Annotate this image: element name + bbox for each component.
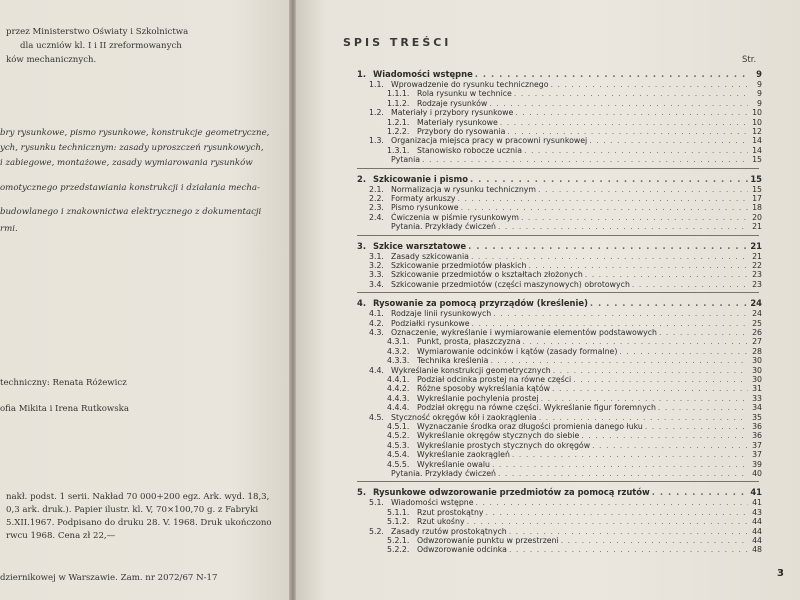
toc-entry[interactable]: [369, 252, 762, 261]
dot-leader: [537, 413, 748, 422]
toc-entry-page: 12: [752, 127, 762, 136]
toc-entry-page: 9: [757, 89, 762, 99]
toc-entry-title: Podział odcinka prostej na równe części: [417, 375, 572, 384]
toc-entry[interactable]: [369, 413, 762, 422]
toc-entry-number: 4.1.: [369, 309, 384, 319]
toc-entry-page: 10: [752, 108, 762, 118]
dot-leader: [650, 487, 748, 497]
toc-entry-title: Oznaczenie, wykreślanie i wymiarowanie elementów podstawowych: [391, 328, 657, 337]
toc-entry-title: Rysunkowe odwzorowanie przedmiotów za pomocą rzutów: [373, 487, 650, 498]
toc-entry[interactable]: [387, 99, 762, 108]
toc-entry-title: Różne sposoby wykreślania kątów: [417, 384, 551, 394]
left-page-line: dziernikowej w Warszawie. Zam. nr 2072/67 N-17: [0, 573, 218, 583]
dot-leader: [513, 108, 748, 117]
toc-entry-number: 1.1.: [369, 80, 384, 89]
toc-entry[interactable]: [387, 422, 762, 431]
toc-entry-title: Wykreślanie konstrukcji geometrycznych: [391, 365, 551, 375]
toc-entry-title: Organizacja miejsca pracy w pracowni rysunkowej: [391, 136, 588, 146]
dot-leader: [588, 298, 748, 308]
toc-entry-page: 36: [752, 431, 762, 441]
dot-leader: [549, 80, 748, 89]
toc-entry[interactable]: [387, 450, 762, 459]
toc-entry[interactable]: [369, 270, 762, 279]
toc-entry-number: 2.4.: [369, 212, 384, 222]
dot-leader: [510, 450, 748, 459]
toc-entry-number: 3.2.: [369, 261, 384, 270]
toc-entry[interactable]: [369, 366, 762, 375]
toc-entry-page: 14: [752, 145, 762, 155]
section-divider: [357, 481, 759, 482]
dot-leader: [465, 517, 748, 526]
toc-entry-title: Normalizacja w rysunku technicznym: [391, 184, 536, 194]
left-page-line: rwcu 1968. Cena zł 22,—: [6, 531, 116, 541]
left-page-line: rmi.: [0, 224, 18, 234]
left-page-line: 0,3 ark. druk.). Papier ilustr. kl. V, 70×100,70 g. z Fabryki: [6, 505, 259, 515]
toc-entry[interactable]: [387, 441, 762, 450]
toc-entry-title: Rzut prostokątny: [417, 507, 484, 517]
toc-entry-page: 41: [752, 498, 762, 508]
toc-entry[interactable]: [369, 319, 762, 328]
left-page-line: przez Ministerstwo Oświaty i Szkolnictwa: [6, 27, 189, 37]
toc-entry-title: Rodzaje rysunków: [417, 98, 488, 108]
toc-entry[interactable]: [387, 508, 762, 517]
toc-entry-number: 1.2.: [369, 108, 384, 118]
toc-entry-page: 39: [752, 459, 762, 469]
dot-leader: [498, 118, 748, 127]
toc-entry-page: 17: [752, 194, 762, 203]
toc-entry-title: Szkicowanie przedmiotów (części maszynowych) obrotowych: [391, 279, 630, 289]
toc-entry-page: 26: [752, 328, 762, 337]
dot-leader: [474, 498, 748, 507]
toc-entry-number: 3.4.: [369, 279, 384, 289]
dot-leader: [559, 536, 748, 545]
toc-entry[interactable]: [369, 469, 762, 478]
toc-entry-number: 3.1.: [369, 251, 384, 261]
toc-entry-page: 28: [752, 346, 762, 356]
toc-entry-title: Wykreślanie pochylenia prostej: [417, 393, 539, 403]
toc-entry-page: 20: [752, 212, 762, 222]
dot-leader: [590, 441, 748, 450]
toc-entry[interactable]: [387, 356, 762, 365]
toc-entry-title: Wykreślanie okręgów stycznych do siebie: [417, 431, 580, 441]
toc-entry[interactable]: [387, 146, 762, 155]
toc-entry-number: 4.5.5.: [387, 459, 410, 469]
toc-entry-page: 44: [752, 517, 762, 527]
toc-entry[interactable]: [369, 328, 762, 337]
toc-entry-title: Punkt, prosta, płaszczyzna: [417, 337, 521, 347]
dot-leader: [536, 185, 748, 194]
section-divider: [357, 292, 759, 293]
dot-leader: [657, 328, 748, 337]
left-page-line: techniczny: Renata Różewicz: [0, 378, 127, 388]
dot-leader: [466, 241, 748, 251]
toc-entry[interactable]: [369, 185, 762, 194]
toc-entry-number: 4.2.: [369, 318, 384, 328]
left-page-line: ków mechanicznych.: [6, 55, 97, 65]
toc-entry-page: 24: [752, 309, 762, 319]
dot-leader: [526, 261, 748, 270]
toc-entry-number: 1.3.1.: [387, 145, 410, 155]
toc-entry-title: Wprowadzenie do rysunku technicznego: [391, 80, 549, 89]
toc-entry-title: Pytania. Przykłady ćwiczeń: [391, 469, 496, 478]
dot-leader: [456, 194, 748, 203]
toc-entry-title: Zasady szkicowania: [391, 251, 469, 261]
toc-entry-title: Szkicowanie i pismo: [373, 173, 468, 184]
toc-entry-number: 5.: [357, 487, 367, 498]
toc-entry-title: Odwzorowanie punktu w przestrzeni: [417, 536, 559, 545]
dot-leader: [491, 309, 748, 318]
toc-entry-number: 4.3.1.: [387, 337, 410, 347]
toc-entry-title: Zasady rzutów prostokątnych: [391, 526, 507, 536]
toc-chapter[interactable]: [357, 241, 762, 250]
dot-leader: [470, 319, 748, 328]
toc-entry-number: 3.3.: [369, 270, 384, 280]
left-page-line: nakł. podst. 1 serii. Nakład 70 000+200 egz. Ark. wyd. 18,3,: [6, 492, 270, 502]
toc-entry-page: 23: [752, 270, 762, 280]
toc-entry-number: 4.5.1.: [387, 422, 410, 431]
toc-entry-page: 44: [752, 526, 762, 536]
toc-entry-title: Formaty arkuszy: [391, 194, 456, 203]
toc-entry-title: Szkice warsztatowe: [373, 240, 467, 251]
toc-entry-page: 35: [752, 412, 762, 422]
toc-entry[interactable]: [387, 460, 762, 469]
toc-entry-title: Wymiarowanie odcinków i kątów (zasady formalne): [417, 346, 618, 356]
toc-entry-number: 1.1.1.: [387, 89, 410, 99]
toc-entry-page: 33: [752, 393, 762, 403]
toc-title: SPIS TREŚCI: [343, 36, 452, 49]
toc-entry-page: 43: [752, 507, 762, 517]
dot-leader: [521, 337, 749, 346]
toc-entry-title: Podział okręgu na równe części. Wykreślanie figur foremnych: [417, 403, 656, 413]
toc-entry[interactable]: [387, 517, 762, 526]
dot-leader: [468, 174, 748, 184]
toc-entry-number: 2.: [357, 173, 367, 184]
left-page-line: omotycznego przedstawiania konstrukcji i działania mecha-: [0, 183, 260, 193]
toc-entry-title: Wykreślanie zaokrągleń: [417, 450, 510, 460]
toc-entry-title: Styczność okręgów kół i zaokrąglenia: [391, 412, 537, 422]
section-divider: [357, 168, 759, 169]
toc-entry[interactable]: [369, 194, 762, 203]
toc-entry-number: 1.2.1.: [387, 117, 410, 127]
toc-entry[interactable]: [387, 536, 762, 545]
toc-entry[interactable]: [387, 89, 762, 98]
toc-entry[interactable]: [369, 213, 762, 222]
toc-entry-number: 5.2.: [369, 526, 384, 536]
toc-entry-number: 2.3.: [369, 203, 384, 213]
dot-leader: [473, 69, 748, 79]
left-page-line: bry rysunkowe, pismo rysunkowe, konstrukcje geometryczne,: [0, 128, 270, 138]
left-page-line: dla uczniów kl. I i II zreformowanych: [20, 41, 182, 51]
toc-entry-page: 15: [752, 184, 762, 194]
toc-entry-number: 4.5.2.: [387, 431, 410, 441]
toc-entry-title: Wykreślanie prostych stycznych do okręgów: [417, 440, 591, 450]
toc-entry[interactable]: [369, 222, 762, 231]
toc-entry-title: Szkicowanie przedmiotów płaskich: [391, 261, 527, 270]
left-page-line: i zabiegowe, montażowe, zasady wymiarowania rysunków: [0, 158, 253, 168]
toc-entry-page: 25: [752, 318, 762, 328]
dot-leader: [496, 222, 748, 231]
toc-entry-number: 4.3.3.: [387, 356, 410, 366]
dot-leader: [469, 252, 748, 261]
toc-entry-title: Wiadomości wstępne: [391, 498, 474, 508]
toc-entry-title: Rola rysunku w technice: [417, 89, 512, 99]
left-page-line: ofia Mikita i Irena Rutkowska: [0, 404, 129, 414]
toc-entry[interactable]: [387, 384, 762, 393]
toc-entry[interactable]: [369, 203, 762, 212]
toc-entry[interactable]: [369, 108, 762, 117]
dot-leader: [488, 356, 748, 365]
toc-chapter[interactable]: [357, 487, 762, 496]
toc-entry-page: 44: [752, 536, 762, 545]
toc-entry-title: Technika kreślenia: [417, 356, 489, 366]
toc-entry[interactable]: [387, 347, 762, 356]
dot-leader: [550, 384, 748, 393]
toc-entry-number: 1.: [357, 69, 367, 79]
page-number: 3: [777, 568, 784, 579]
toc-entry-title: Przybory do rysowania: [417, 127, 506, 136]
dot-leader: [512, 89, 748, 98]
toc-entry-page: 18: [752, 203, 762, 213]
toc-entry-page: 37: [752, 440, 762, 450]
toc-entry-number: 5.1.1.: [387, 507, 410, 517]
toc-entry-page: 24: [750, 298, 762, 309]
toc-entry-title: Odwzorowanie odcinka: [417, 545, 507, 555]
toc-entry-page: 10: [752, 117, 762, 127]
toc-entry-number: 4.4.: [369, 365, 384, 375]
dot-leader: [490, 460, 748, 469]
toc-entry-number: 4.5.: [369, 412, 384, 422]
toc-entry-number: 5.2.2.: [387, 545, 410, 555]
toc-entry[interactable]: [369, 155, 762, 164]
toc-entry-title: Podziałki rysunkowe: [391, 318, 470, 328]
toc-entry-page: 41: [750, 487, 762, 498]
dot-leader: [630, 280, 748, 289]
toc-entry-page: 30: [752, 375, 762, 384]
toc-entry-title: Ćwiczenia w piśmie rysunkowym: [391, 212, 519, 222]
toc-entry-title: Rysowanie za pomocą przyrządów (kreślenie): [373, 298, 588, 309]
dot-leader: [487, 99, 748, 108]
toc-entry[interactable]: [369, 261, 762, 270]
left-page-line: budowlanego i znakownictwa elektrycznego z dokumentacji: [0, 207, 262, 217]
toc-entry[interactable]: [387, 375, 762, 384]
toc-entry-title: Wiadomości wstępne: [373, 69, 473, 79]
toc-entry-title: Wykreślanie owalu: [417, 459, 490, 469]
toc-entry-number: 1.3.: [369, 136, 384, 146]
toc-entry-number: 4.5.3.: [387, 440, 410, 450]
dot-leader: [617, 347, 748, 356]
toc-entry-number: 2.1.: [369, 184, 384, 194]
toc-entry[interactable]: [387, 118, 762, 127]
toc-entry[interactable]: [387, 127, 762, 136]
toc-entry-page: 9: [757, 80, 762, 89]
page-column-label: Str.: [742, 55, 757, 65]
left-page-line: 5.XII.1967. Podpisano do druku 28. V. 1968. Druk ukończono: [6, 518, 272, 528]
toc-entry[interactable]: [369, 498, 762, 507]
dot-leader: [484, 508, 748, 517]
toc-entry-title: Materiały rysunkowe: [417, 117, 498, 127]
toc-entry-page: 34: [752, 403, 762, 413]
toc-entry-number: 4.5.4.: [387, 450, 410, 460]
toc-entry[interactable]: [369, 309, 762, 318]
dot-leader: [522, 146, 748, 155]
toc-entry-page: 36: [752, 422, 762, 431]
dot-leader: [459, 203, 748, 212]
toc-entry-title: Stanowisko robocze ucznia: [417, 145, 522, 155]
dot-leader: [420, 155, 748, 164]
toc-entry-number: 5.1.2.: [387, 517, 410, 527]
toc-entry-number: 1.2.2.: [387, 127, 410, 136]
toc-entry[interactable]: [387, 337, 762, 346]
toc-entry-page: 21: [752, 222, 762, 232]
toc-entry-title: Wyznaczanie środka oraz długości promienia danego łuku: [417, 422, 643, 431]
dot-leader: [643, 422, 748, 431]
toc-entry-number: 5.2.1.: [387, 536, 410, 545]
toc-entry-page: 31: [752, 384, 762, 394]
toc-entry-number: 5.1.: [369, 498, 384, 508]
toc-entry[interactable]: [369, 280, 762, 289]
toc-entry[interactable]: [369, 80, 762, 89]
toc-entry-number: 4.3.: [369, 328, 384, 337]
toc-entry-page: 37: [752, 450, 762, 460]
toc-entry-title: Pytania. Przykłady ćwiczeń: [391, 222, 496, 232]
toc-entry-page: 48: [752, 545, 762, 555]
left-page: [0, 0, 290, 600]
dot-leader: [579, 431, 748, 440]
toc-entry-number: 4.4.2.: [387, 384, 410, 394]
dot-leader: [496, 469, 748, 478]
toc-entry-title: Materiały i przybory rysunkowe: [391, 108, 514, 118]
toc-entry-page: 21: [750, 240, 762, 251]
toc-entry[interactable]: [387, 431, 762, 440]
dot-leader: [583, 270, 748, 279]
toc-entry-page: 30: [752, 365, 762, 375]
dot-leader: [505, 127, 748, 136]
toc-entry-title: Pytania: [391, 155, 421, 165]
toc-entry-number: 2.2.: [369, 194, 384, 203]
toc-entry-page: 30: [752, 356, 762, 366]
toc-entry-title: Pismo rysunkowe: [391, 203, 459, 213]
toc-entry-number: 4.4.3.: [387, 393, 410, 403]
toc-entry-page: 22: [752, 261, 762, 270]
toc-entry-page: 15: [752, 155, 762, 165]
toc-entry[interactable]: [369, 136, 762, 145]
toc-entry-number: 1.1.2.: [387, 98, 410, 108]
section-divider: [357, 235, 759, 236]
toc-entry[interactable]: [387, 394, 762, 403]
toc-chapter[interactable]: [357, 298, 762, 307]
toc-chapter[interactable]: [357, 69, 762, 78]
dot-leader: [539, 394, 748, 403]
toc-entry-page: 9: [756, 69, 762, 79]
toc-entry-page: 14: [752, 136, 762, 146]
dot-leader: [507, 545, 748, 554]
toc-entry-page: 40: [752, 469, 762, 478]
toc-entry-number: 4.: [357, 298, 367, 309]
toc-entry-title: Rodzaje linii rysunkowych: [391, 309, 492, 319]
dot-leader: [551, 366, 748, 375]
toc-entry-page: 27: [752, 337, 762, 347]
dot-leader: [507, 527, 748, 536]
toc-entry[interactable]: [369, 527, 762, 536]
toc-entry-title: Szkicowanie przedmiotów o kształtach złożonych: [391, 270, 583, 280]
toc-entry[interactable]: [387, 403, 762, 412]
dot-leader: [519, 213, 748, 222]
toc-entry-title: Rzut ukośny: [417, 517, 465, 527]
dot-leader: [656, 403, 748, 412]
toc-chapter[interactable]: [357, 174, 762, 183]
dot-leader: [571, 375, 748, 384]
toc-entry-number: 4.3.2.: [387, 346, 410, 356]
toc-entry-number: 4.4.1.: [387, 375, 410, 384]
toc-entry-page: 15: [750, 173, 762, 184]
toc-entry-page: 23: [752, 279, 762, 289]
left-page-line: ych, rysunku technicznym: zasady uproszczeń rysunkowych,: [0, 143, 264, 153]
toc-entry-page: 9: [757, 98, 762, 108]
toc-entry[interactable]: [387, 545, 762, 554]
dot-leader: [587, 136, 748, 145]
toc-entry-number: 3.: [357, 240, 367, 251]
toc-entry-number: 4.4.4.: [387, 403, 410, 413]
toc-entry-page: 21: [752, 251, 762, 261]
